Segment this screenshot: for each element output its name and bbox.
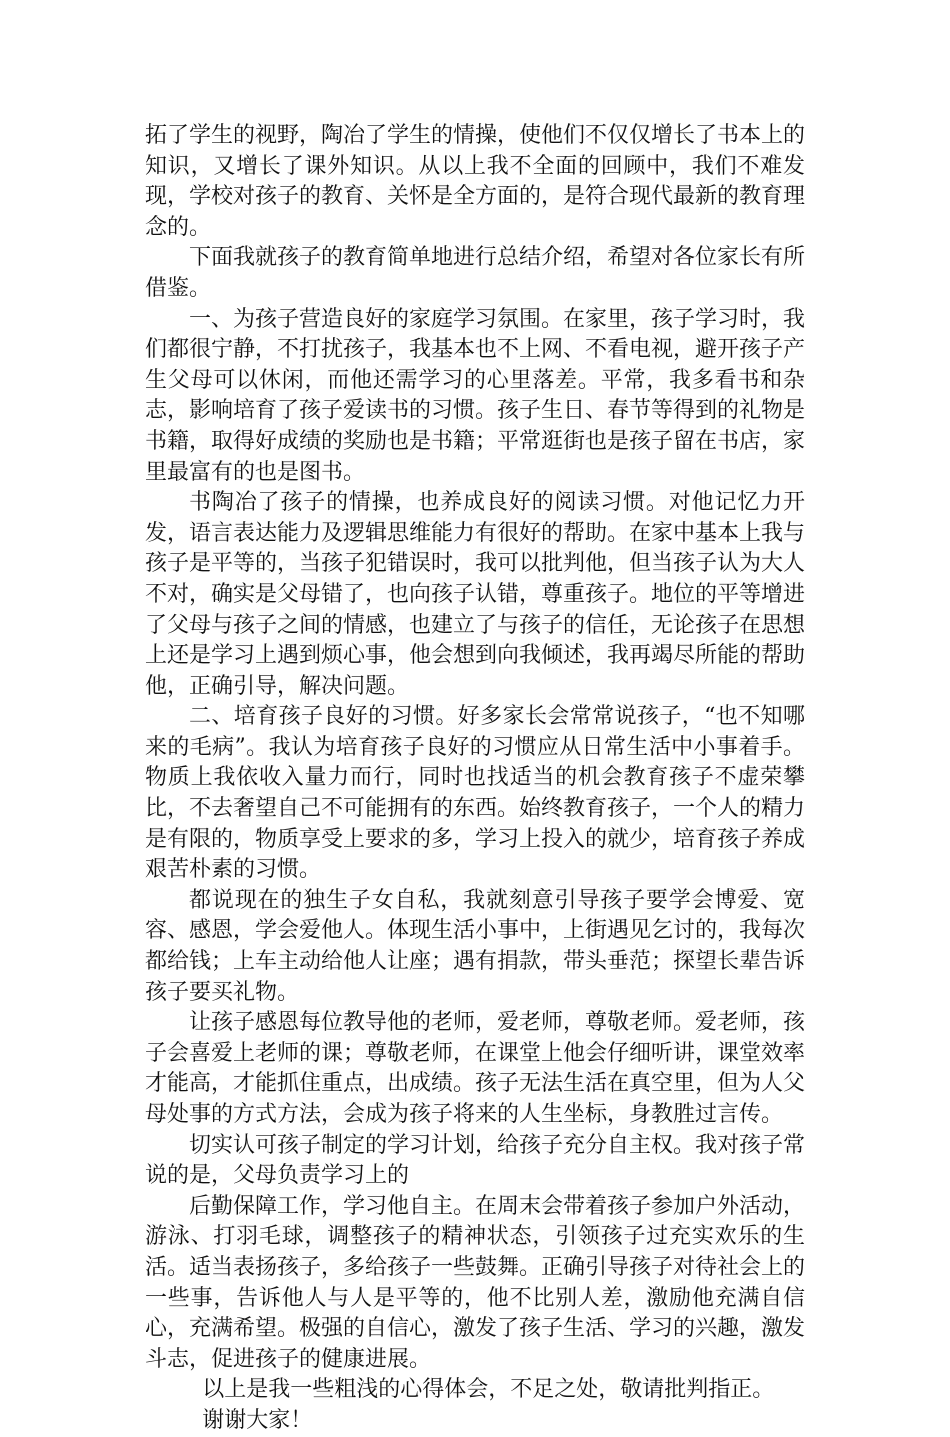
- closing-thanks: 谢谢大家！: [202, 1407, 313, 1433]
- paragraph-10: 以上是我一些粗浅的心得体会，不足之处，敬请批判指正。: [202, 1377, 775, 1403]
- paragraph-6: 都说现在的独生子女自私，我就刻意引导孩子要学会博爱、宽容、感恩，学会爱他人。体现生活小事中，上街遇见乞讨的，我每次都给钱；上车主动给他人让座；遇有捐款，带头垂范；探望长辈告诉孩子要买礼物。: [145, 887, 806, 1005]
- paragraph-3: 一、为孩子营造良好的家庭学习氛围。在家里，孩子学习时，我们都很宁静，不打扰孩子，我基本也不上网、不看电视，避开孩子产生父母可以休闲，而他还需学习的心里落差。平常，我多看书和杂志，影响培育了孩子爱读书的习惯。孩子生日、春节等得到的礼物是书籍，取得好成绩的奖励也是书籍；平常逛街也是孩子留在书店，家里最富有的也是图书。: [145, 306, 806, 485]
- paragraph-9: 后勤保障工作，学习他自主。在周末会带着孩子参加户外活动，游泳、打羽毛球，调整孩子的精神状态，引领孩子过充实欢乐的生活。适当表扬孩子，多给孩子一些鼓舞。正确引导孩子对待社会上的一些事，告诉他人与人是平等的，他不比别人差，激励他充满自信心，充满希望。极强的自信心，激发了孩子生活、学习的兴趣，激发斗志，促进孩子的健康进展。: [145, 1193, 806, 1372]
- paragraph-1: 拓了学生的视野，陶冶了学生的情操，使他们不仅仅增长了书本上的知识，又增长了课外知识。从以上我不全面的回顾中，我们不难发现，学校对孩子的教育、关怀是全方面的，是符合现代最新的教育理念的。: [145, 123, 806, 240]
- document-body: [145, 121, 805, 1437]
- paragraph-2: 下面我就孩子的教育简单地进行总结介绍，希望对各位家长有所借鉴。: [145, 245, 806, 301]
- paragraph-4: 书陶冶了孩子的情操，也养成良好的阅读习惯。对他记忆力开发，语言表达能力及逻辑思维能力有很好的帮助。在家中基本上我与孩子是平等的，当孩子犯错误时，我可以批判他，但当孩子认为大人不对，确实是父母错了，也向孩子认错，尊重孩子。地位的平等增进了父母与孩子之间的情感，也建立了与孩子的信任，无论孩子在思想上还是学习上遇到烦心事，他会想到向我倾述，我再竭尽所能的帮助他，正确引导，解决问题。: [145, 490, 806, 699]
- paragraph-5: 二、培育孩子良好的习惯。好多家长会常常说孩子，“也不知哪来的毛病”。我认为培育孩子良好的习惯应从日常生活中小事着手。物质上我依收入量力而行，同时也找适当的机会教育孩子不虚荣攀比，不去奢望自己不可能拥有的东西。始终教育孩子，一个人的精力是有限的，物质享受上要求的多，学习上投入的就少，培育孩子养成艰苦朴素的习惯。: [145, 704, 806, 883]
- paragraph-7: 让孩子感恩每位教导他的老师，爱老师，尊敬老师。爱老师，孩子会喜爱上老师的课；尊敬老师，在课堂上他会仔细听讲，课堂效率才能高，才能抓住重点，出成绩。孩子无法生活在真空里，但为人父母处事的方式方法，会成为孩子将来的人生坐标，身教胜过言传。: [145, 1010, 806, 1127]
- paragraph-8: 切实认可孩子制定的学习计划，给孩子充分自主权。我对孩子常说的是，父母负责学习上的: [145, 1132, 806, 1189]
